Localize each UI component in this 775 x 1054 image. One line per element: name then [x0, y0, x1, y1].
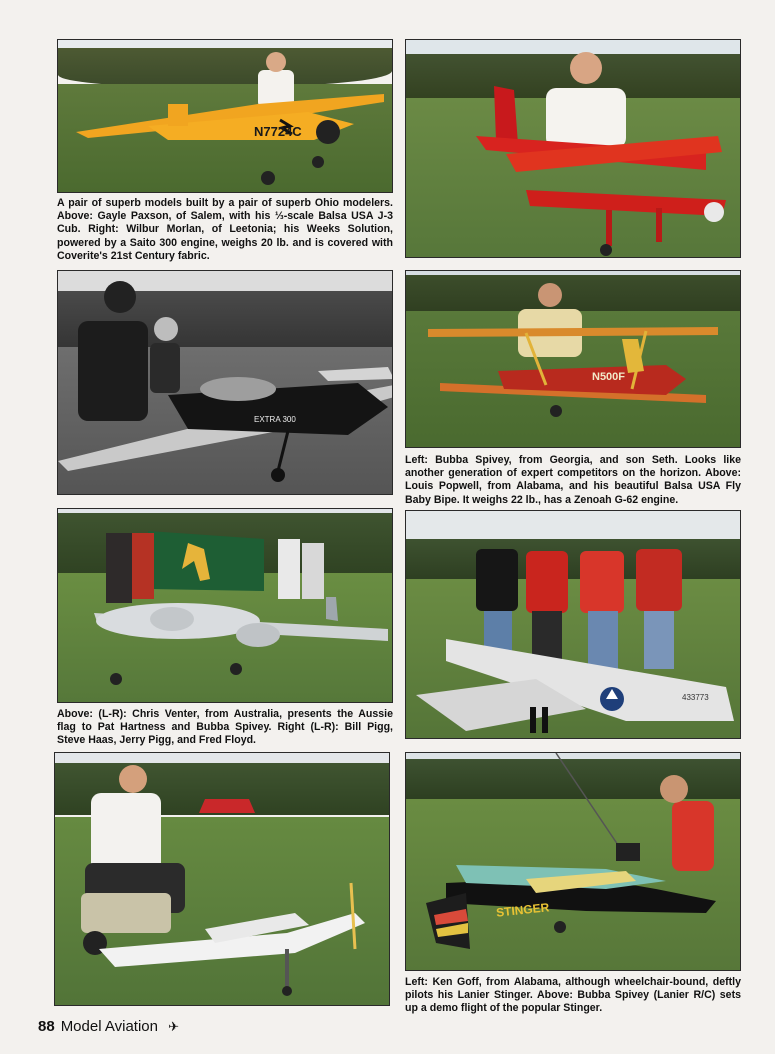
mustang-serial-marking: 433773 — [682, 693, 709, 702]
caption-venter-pigg: Above: (L-R): Chris Venter, from Australia, presents the Aussie flag to Pat Hartness and Bubba Spivey. Right (L-R): Bill Pigg, Steve Haas, Jerry Pigg, and Fred Floyd. — [57, 708, 393, 747]
photo-fly-baby-bipe — [405, 270, 741, 448]
airplane-icon: ✈ — [168, 1019, 180, 1034]
photo-spivey-and-son — [57, 270, 393, 495]
weeks-solution-illustration — [406, 40, 741, 258]
photo-j3-cub — [57, 39, 393, 193]
page-footer — [38, 1018, 179, 1035]
stinger-illustration — [406, 753, 741, 971]
fly-baby-registration-marking: N500F — [592, 371, 626, 383]
mustang-illustration — [406, 511, 741, 739]
fly-baby-illustration — [406, 271, 741, 448]
photo-weeks-solution — [405, 39, 741, 258]
photo-four-men-mustang — [405, 510, 741, 739]
stinger-label: STINGER — [495, 900, 550, 920]
caption-spivey-popwell: Left: Bubba Spivey, from Georgia, and son Seth. Looks like another generation of expert competitors on the horizon. Above: Louis Popwell, from Alabama, and his beautiful Balsa USA Fly Baby Bipe. It weighs 22 lb., has a Zenoah G-62 engine. — [405, 454, 741, 506]
caption-ken-goff-stinger: Left: Ken Goff, from Alabama, although wheelchair-bound, deftly pilots his Lanier Stinger. Above: Bubba Spivey (Lanier R/C) sets up a demo flight of the popular Stinger. — [405, 976, 741, 1015]
extra-300-illustration — [58, 271, 393, 495]
goff-stinger-illustration — [55, 753, 390, 1006]
photo-stinger-demo — [405, 752, 741, 971]
cub-registration-marking: N7724C — [254, 124, 302, 139]
page-number: 88 — [38, 1018, 55, 1035]
b25-and-flag-illustration — [58, 509, 393, 703]
magazine-title: Model Aviation — [60, 1018, 158, 1035]
photo-aussie-flag-b25 — [57, 508, 393, 703]
photo-ken-goff — [54, 752, 390, 1006]
extra-300-label: EXTRA 300 — [254, 415, 296, 424]
caption-ohio-modelers: A pair of superb models built by a pair of superb Ohio modelers. Above: Gayle Paxson, of Salem, with his ⅓-scale Balsa USA J-3 Cub. Right: Wilbur Morlan, of Leetonia; his Weeks Solution, powered by a Saito 300 engine, weighs 20 lb. and is covered with Coverite's 21st Century fabric. — [57, 197, 393, 262]
cub-plane-illustration — [58, 40, 393, 193]
